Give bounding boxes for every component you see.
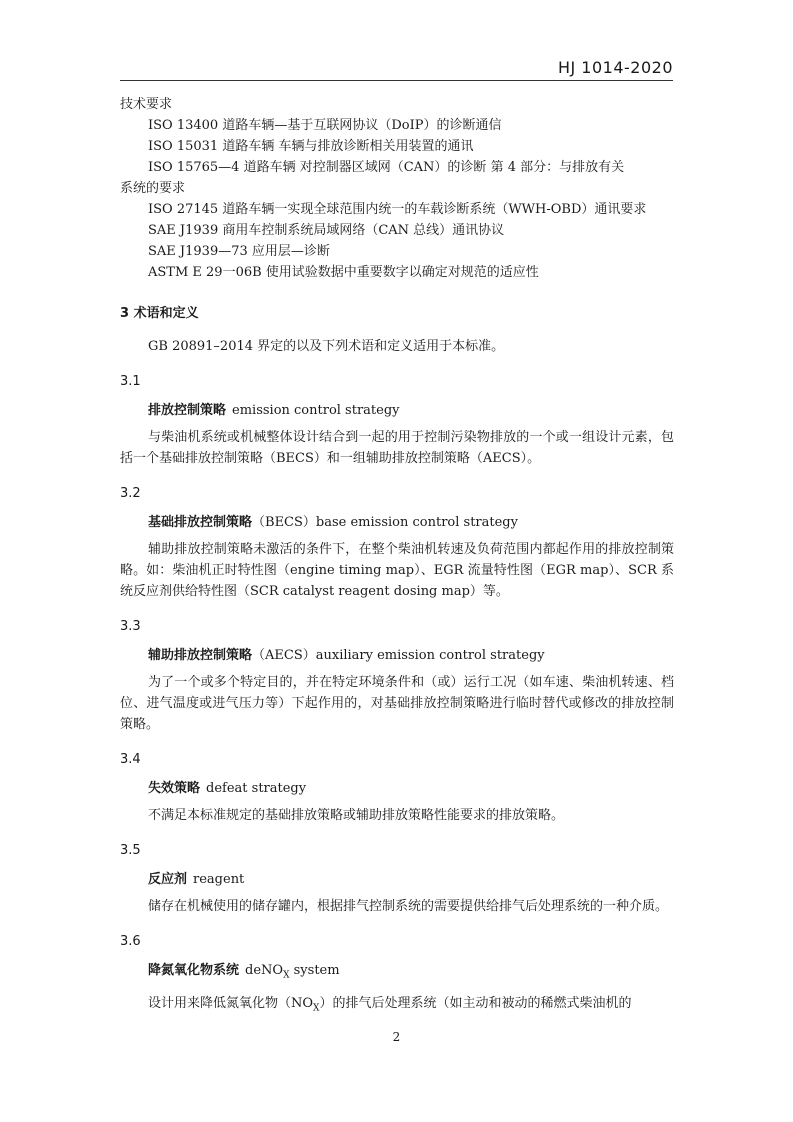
reference-line: ISO 27145 道路车辆一实现全球范围内统一的车载诊断系统（WWH-OBD）通讯要求 (148, 202, 647, 217)
term-title (120, 512, 674, 533)
term-english: defeat strategy (206, 781, 307, 796)
term-english: emission control strategy (232, 403, 400, 418)
definition-part-b: ）的排气后处理系统（如主动和被动的稀燃式柴油机的 (319, 995, 632, 1011)
term-entry (120, 749, 674, 826)
term-title (120, 869, 674, 890)
term-definition: 储存在机械使用的储存罐内，根据排气控制系统的需要提供给排气后处理系统的一种介质。 (148, 899, 669, 914)
definition-part-a: 设计用来降低氮氧化物（NO (148, 995, 314, 1011)
definition-subscript: X (313, 1003, 320, 1014)
document-body (120, 92, 674, 1019)
term-title (120, 960, 674, 987)
term-entry (120, 483, 674, 602)
reference-line: SAE J1939—73 应用层—诊断 (148, 244, 330, 259)
term-english-subscript: X (283, 970, 290, 981)
term-title (120, 778, 674, 799)
term-title (120, 400, 674, 421)
term-entry (120, 616, 674, 735)
term-chinese: 排放控制策略 (148, 403, 227, 418)
term-number: 3.6 (120, 934, 141, 949)
page-number: 2 (392, 1030, 401, 1044)
reference-line: ISO 15765—4 道路车辆 对控制器区域网（CAN）的诊断 第 4 部分：与排放有关 (148, 160, 625, 175)
term-chinese: 反应剂 (148, 872, 188, 887)
reference-line: SAE J1939 商用车控制系统局域网络（CAN 总线）通讯协议 (148, 223, 505, 238)
section-intro: GB 20891–2014 界定的以及下列术语和定义适用于本标准。 (148, 339, 505, 354)
reference-line: 系统的要求 (120, 181, 186, 196)
term-english (245, 963, 340, 981)
normative-references (120, 94, 674, 283)
reference-line: 技术要求 (120, 97, 173, 112)
term-number: 3.3 (120, 619, 141, 634)
term-definition: 与柴油机系统或机械整体设计结合到一起的用于控制污染物排放的一个或一组设计元素，包括一个基础排放控制策略（BECS）和一组辅助排放控制策略（AECS）。 (120, 430, 674, 466)
term-english: （AECS）auxiliary emission control strategy (252, 648, 545, 663)
term-number: 3.2 (120, 486, 141, 501)
term-entry (120, 931, 674, 1019)
reference-line: ISO 15031 道路车辆 车辆与排放诊断相关用装置的通讯 (148, 139, 474, 154)
reference-line: ASTM E 29一06B 使用试验数据中重要数字以确定对规范的适应性 (148, 265, 539, 280)
term-definition: 不满足本标准规定的基础排放策略或辅助排放策略性能要求的排放策略。 (148, 808, 565, 823)
term-chinese: 降氮氧化物系统 (148, 963, 240, 978)
term-english: reagent (193, 872, 245, 887)
term-number: 3.4 (120, 752, 141, 767)
section-heading: 3 术语和定义 (120, 306, 199, 321)
term-english-main: deNO (245, 963, 284, 978)
term-chinese: 失效策略 (148, 781, 201, 796)
term-definition (120, 993, 674, 1020)
page-header (120, 58, 673, 81)
term-english: （BECS）base emission control strategy (252, 515, 518, 530)
term-entry (120, 371, 674, 469)
term-definition: 为了一个或多个特定目的，并在特定环境条件和（或）运行工况（如车速、柴油机转速、档位、进气温度或进气压力等）下起作用的，对基础排放控制策略进行临时替代或修改的排放控制策略。 (120, 675, 674, 732)
term-number: 3.5 (120, 843, 141, 858)
reference-line: ISO 13400 道路车辆—基于互联网协议（DoIP）的诊断通信 (148, 118, 502, 133)
term-title (120, 645, 674, 666)
term-chinese: 基础排放控制策略 (148, 515, 253, 530)
term-entry (120, 840, 674, 917)
standard-code: HJ 1014-2020 (557, 58, 673, 77)
term-english-tail: system (289, 963, 340, 978)
term-number: 3.1 (120, 374, 141, 389)
term-definition: 辅助排放控制策略未激活的条件下，在整个柴油机转速及负荷范围内都起作用的排放控制策略。如：柴油机正时特性图（engine timing map）、EGR 流量特性图（EGR map）、SCR 系统反应剂供给特性图（SCR catalyst reagent dosing map）等。 (120, 542, 674, 599)
term-chinese: 辅助排放控制策略 (148, 648, 253, 663)
